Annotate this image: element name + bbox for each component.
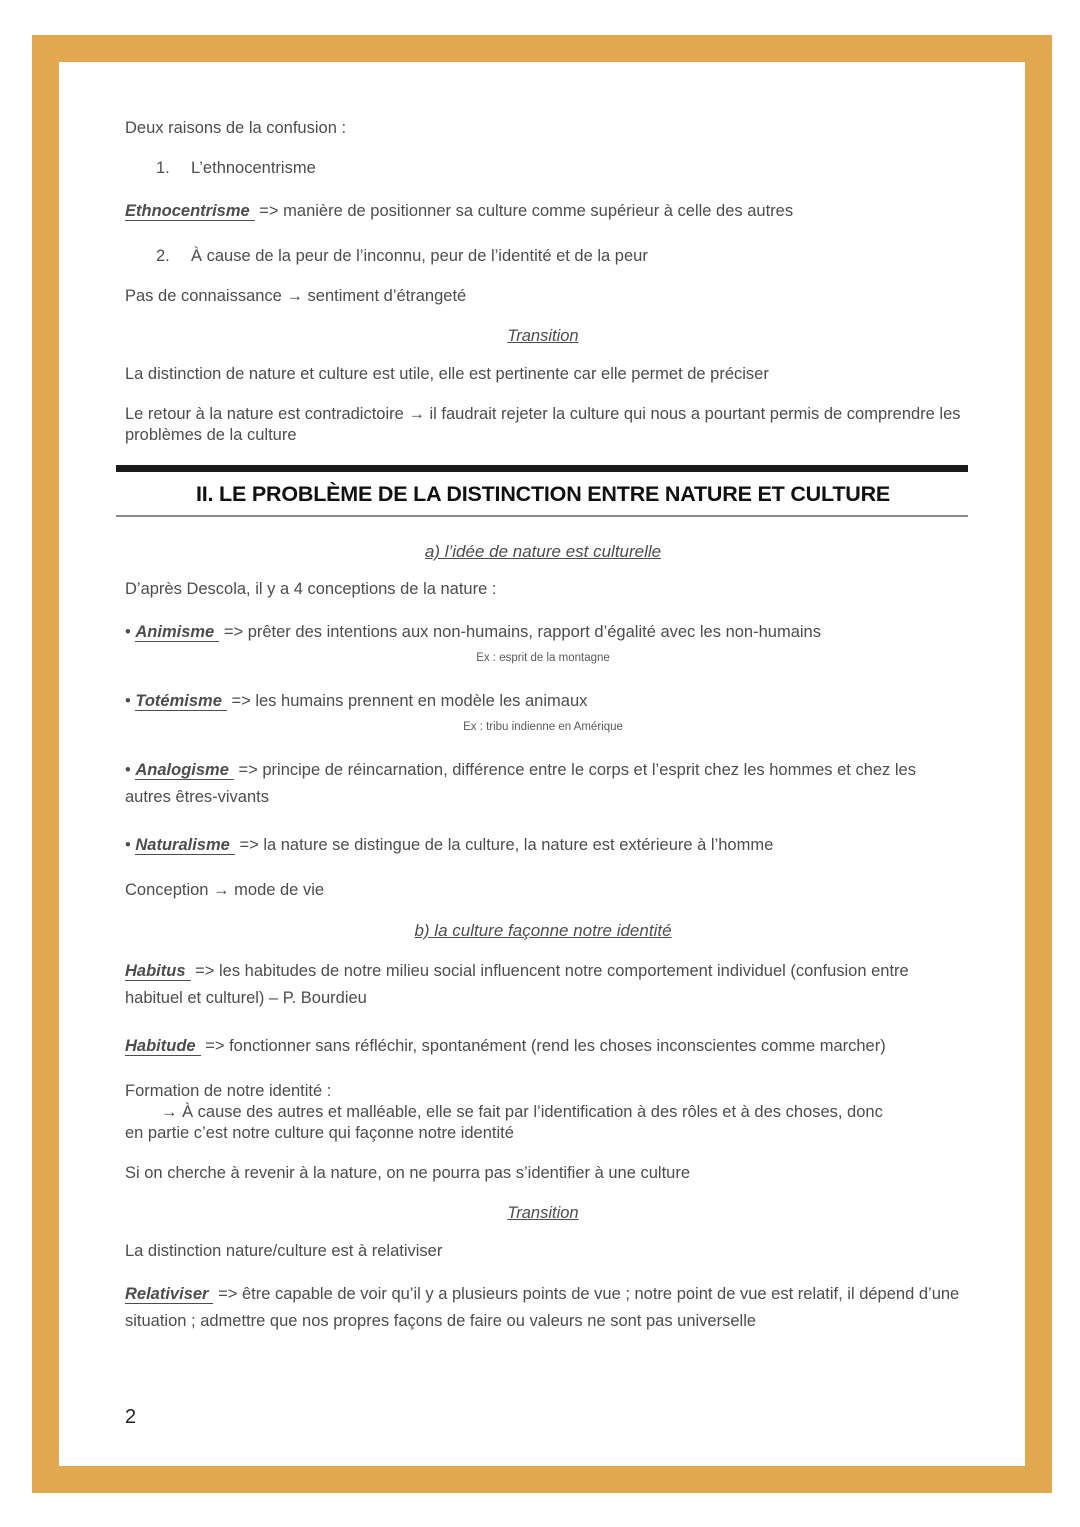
descola-intro: D’après Descola, il y a 4 conceptions de la nature : bbox=[125, 580, 497, 598]
si-on-paragraph: Si on cherche à revenir à la nature, on ne pourra pas s’identifier à une culture bbox=[125, 1164, 691, 1182]
transition-label-1: Transition bbox=[507, 327, 579, 345]
definition-text: les humains prennent en modèle les animaux bbox=[255, 692, 588, 710]
subsection-a-title: a) l’idée de nature est culturelle bbox=[424, 542, 662, 561]
def-separator: => bbox=[218, 1285, 238, 1303]
conception-paragraph: Conception → mode de vie bbox=[125, 881, 325, 899]
term-habitus: Habitus bbox=[125, 962, 191, 981]
list-number: 2. bbox=[156, 247, 170, 265]
section-title: II. LE PROBLÈME DE LA DISTINCTION ENTRE NATURE ET CULTURE bbox=[195, 482, 891, 506]
definition-ethnocentrisme bbox=[125, 198, 961, 225]
bullet-totemisme bbox=[125, 688, 961, 715]
definition-text: être capable de voir qu’il y a plusieurs points de vue ; notre point de vue est relatif, il dépend d’une situation ; admettre que nos propres façons de faire ou valeurs ne sont pas universelle bbox=[125, 1285, 960, 1330]
bullet-analogisme bbox=[125, 757, 961, 811]
page-content bbox=[59, 62, 1025, 1466]
example-animisme: Ex : esprit de la montagne bbox=[476, 652, 610, 664]
pas-de-connaissance-paragraph: Pas de connaissance → sentiment d’étrangeté bbox=[125, 287, 467, 305]
heading-top-bar bbox=[116, 465, 968, 472]
term-relativiser: Relativiser bbox=[125, 1285, 213, 1304]
bullet-glyph: • bbox=[125, 761, 131, 779]
definition-text: les habitudes de notre milieu social influencent notre comportement individuel (confusion entre habituel et culturel) – P. Bourdieu bbox=[125, 962, 909, 1007]
formation-arrow-line: → À cause des autres et malléable, elle se fait par l’identification à des rôles et à des choses, donc bbox=[161, 1103, 883, 1121]
term-habitude: Habitude bbox=[125, 1037, 201, 1056]
definition-text: prêter des intentions aux non-humains, rapport d’égalité avec les non-humains bbox=[247, 623, 821, 641]
definition-text: fonctionner sans réfléchir, spontanément (rend les choses inconscientes comme marcher) bbox=[229, 1037, 886, 1055]
formation-cont-line: en partie c’est notre culture qui façonne notre identité bbox=[125, 1124, 514, 1142]
transition2-line1: La distinction nature/culture est à relativiser bbox=[125, 1242, 443, 1260]
bullet-glyph: • bbox=[125, 623, 131, 641]
heading-bottom-rule bbox=[116, 515, 968, 517]
def-separator: => bbox=[205, 1037, 225, 1055]
def-separator: => bbox=[238, 761, 258, 779]
intro-paragraph: Deux raisons de la confusion : bbox=[125, 119, 347, 137]
page-number: 2 bbox=[125, 1406, 137, 1428]
definition-habitude bbox=[125, 1033, 961, 1060]
section-heading-2 bbox=[125, 465, 961, 517]
transition-label-2: Transition bbox=[507, 1204, 579, 1222]
transition1-line1: La distinction de nature et culture est utile, elle est pertinente car elle permet de préciser bbox=[125, 365, 769, 383]
definition-text: la nature se distingue de la culture, la nature est extérieure à l’homme bbox=[263, 836, 774, 854]
bullet-animisme bbox=[125, 619, 961, 646]
page-frame bbox=[32, 35, 1052, 1493]
numbered-item-1 bbox=[156, 158, 961, 179]
transition1-line2: Le retour à la nature est contradictoire → il faudrait rejeter la culture qui nous a pourtant permis de comprendre les problèmes de la culture bbox=[125, 405, 961, 444]
example-totemisme: Ex : tribu indienne en Amérique bbox=[463, 721, 623, 733]
term-ethnocentrisme: Ethnocentrisme bbox=[125, 202, 255, 221]
list-text: L’ethnocentrisme bbox=[191, 159, 316, 177]
formation-block bbox=[125, 1081, 961, 1144]
definition-text: principe de réincarnation, différence entre le corps et l’esprit chez les hommes et chez les autres êtres-vivants bbox=[125, 761, 916, 806]
bullet-glyph: • bbox=[125, 836, 131, 854]
definition-text: manière de positionner sa culture comme supérieur à celle des autres bbox=[283, 202, 794, 220]
definition-habitus bbox=[125, 958, 961, 1012]
def-separator: => bbox=[231, 692, 251, 710]
bullet-glyph: • bbox=[125, 692, 131, 710]
def-separator: => bbox=[239, 836, 259, 854]
formation-title: Formation de notre identité : bbox=[125, 1082, 332, 1100]
term-animisme: Animisme bbox=[135, 623, 219, 642]
subsection-b-title: b) la culture façonne notre identité bbox=[414, 921, 672, 940]
definition-relativiser bbox=[125, 1281, 961, 1335]
term-analogisme: Analogisme bbox=[135, 761, 234, 780]
list-number: 1. bbox=[156, 159, 170, 177]
numbered-item-2 bbox=[156, 246, 961, 267]
def-separator: => bbox=[195, 962, 215, 980]
bullet-naturalisme bbox=[125, 832, 961, 859]
term-totemisme: Totémisme bbox=[135, 692, 227, 711]
def-separator: => bbox=[223, 623, 244, 641]
list-text: À cause de la peur de l’inconnu, peur de l’identité et de la peur bbox=[191, 247, 648, 265]
term-naturalisme: Naturalisme bbox=[135, 836, 234, 855]
def-separator: => bbox=[259, 202, 279, 220]
